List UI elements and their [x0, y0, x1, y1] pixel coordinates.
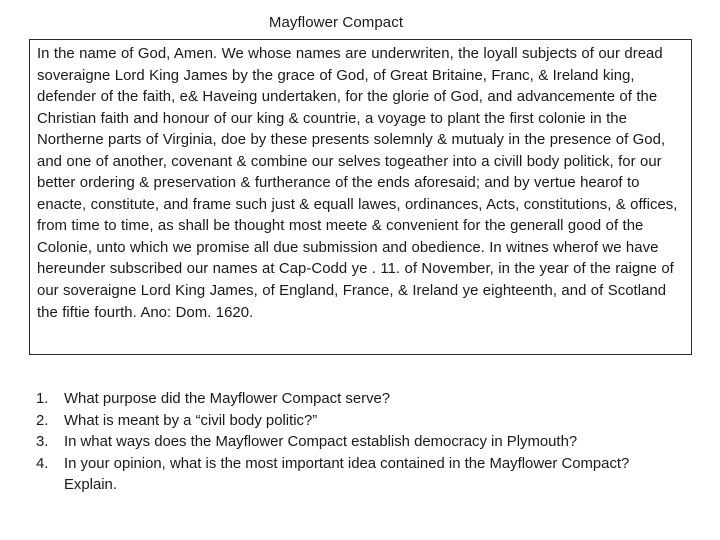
question-item-2 — [36, 411, 686, 433]
question-item-3 — [36, 432, 686, 454]
question-text: In your opinion, what is the most important idea contained in the Mayflower Compact? Explain. — [64, 455, 630, 493]
question-item-1 — [36, 389, 686, 411]
question-number: 1. — [36, 391, 49, 407]
question-text: In what ways does the Mayflower Compact establish democracy in Plymouth? — [64, 434, 578, 450]
question-item-4 — [36, 454, 686, 497]
question-number: 2. — [36, 412, 49, 429]
question-text: What is meant by a “civil body politic?” — [64, 412, 318, 429]
compact-text-box — [29, 39, 692, 355]
question-number: 4. — [36, 455, 49, 472]
question-text: What purpose did the Mayflower Compact serve? — [64, 391, 391, 407]
question-list — [36, 389, 686, 497]
compact-text: In the name of God, Amen. We whose names are underwriten, the loyall subjects of our dread soveraigne Lord King James by the grace of God, of Great Britaine, Franc, & Ireland king, defender of the faith, e& Haveing undertaken, for the glorie of God, and advancemente of the Christian faith and honour of our king & countrie, a voyage to plant the first colonie in the Northerne parts of Virginia, doe by these presents solemnly & mutualy in the presence of God, and one of another, covenant & combine our selves togeather into a civill body politick, for our better ordering & preservation & furtherance of the ends aforesaid; and by vertue hearof to enacte, constitute, and frame such just & equall lawes, ordinances, Acts, constitutions, & offices, from time to time, as shall be thought most meete & convenient for the generall good of the Colonie, unto which we promise all due submission and obedience. In witnes wherof we have hereunder subscribed our names at Cap-Codd ye . 11. of November, in the year of the raigne of our soveraigne Lord King James, of England, France, & Ireland ye eighteenth, and of Scotland the fiftie fourth. Ano: Dom. 1620. — [37, 46, 678, 321]
page-title: Mayflower Compact — [268, 14, 404, 31]
question-number: 3. — [36, 434, 49, 450]
